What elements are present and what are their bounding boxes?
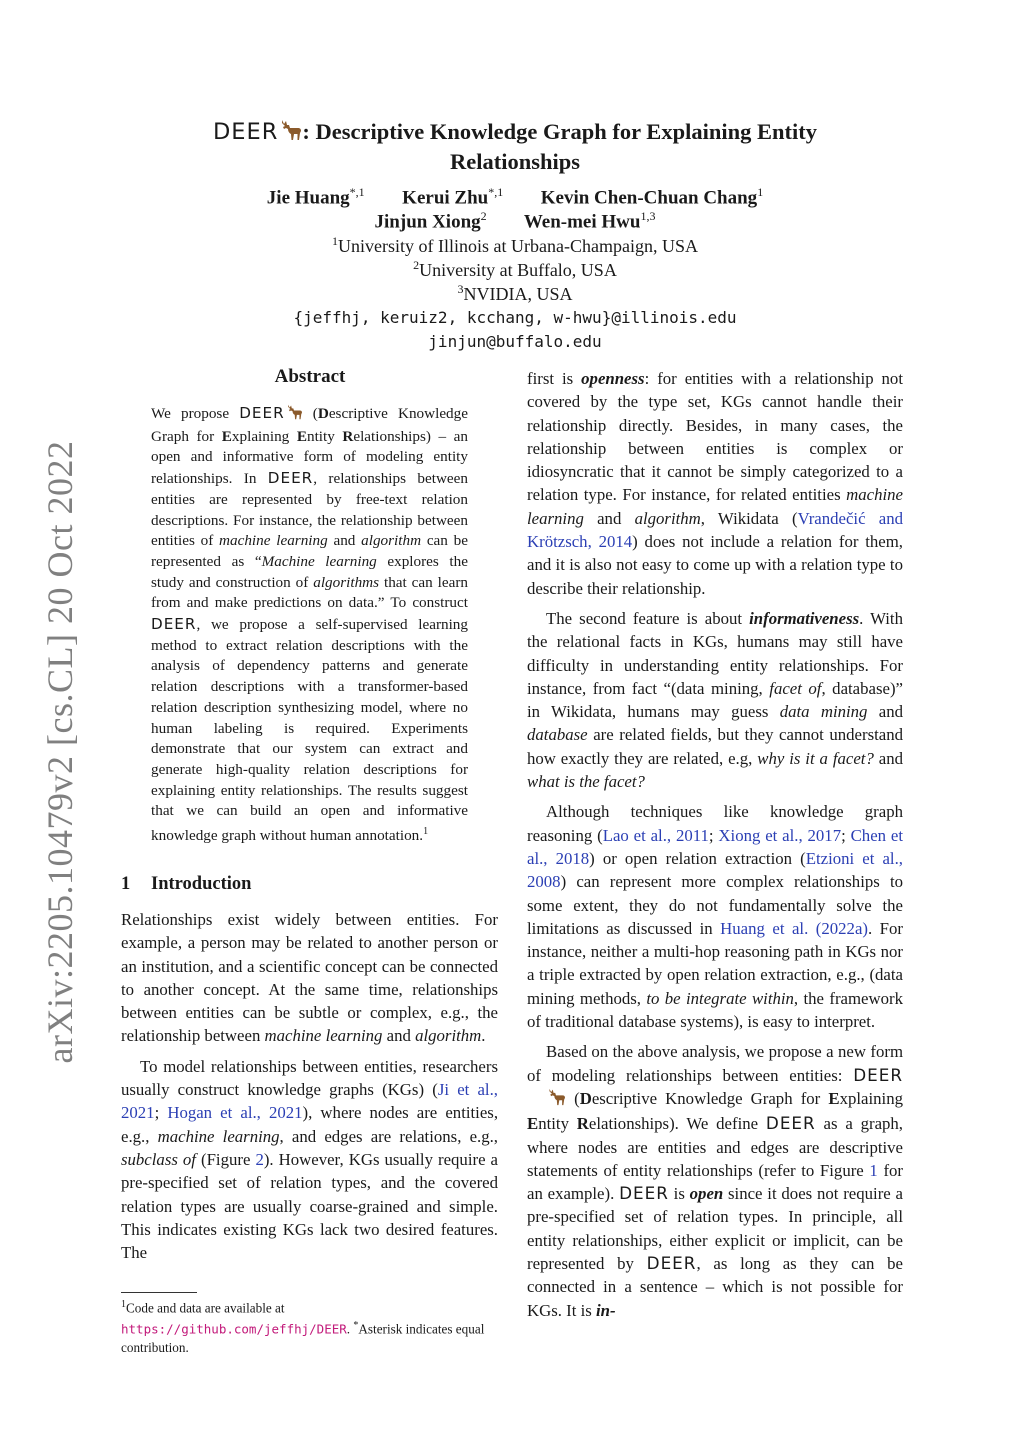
affiliation-text: NVIDIA, USA	[463, 284, 573, 304]
text: as a graph, where nodes are entities and edges are descriptive statements of entity relationships (refer to Figure	[527, 1114, 903, 1180]
author-sup: *,1	[349, 185, 365, 199]
text: , the framework of traditional database systems), is easy to interpret.	[527, 988, 903, 1032]
text: and	[382, 1026, 416, 1046]
deer-name: DEER	[619, 1183, 669, 1204]
text: Although techniques like knowledge graph reasoning (	[527, 802, 903, 845]
text: , and edges are relations, e.g.,	[279, 1126, 498, 1146]
text: We propose	[151, 405, 240, 422]
italic-term: algorithm	[634, 508, 701, 528]
text: can be represented as “	[151, 532, 468, 570]
author-row-1	[150, 185, 880, 209]
author-name: Jie Huang	[266, 187, 350, 209]
italic-term: to be integrate within	[646, 988, 794, 1008]
author-name: Kevin Chen-Chuan Chang	[540, 187, 758, 209]
italic-term: algorithms	[313, 573, 380, 591]
deer-name: DEER	[267, 469, 314, 488]
bold-italic-term: open	[689, 1184, 724, 1204]
deer-icon	[278, 119, 302, 148]
bold-italic-term: openness	[581, 369, 645, 388]
title-line-1: : Descriptive Knowledge Graph for Explaining Entity	[302, 119, 817, 144]
footnote-marker: 1	[423, 826, 429, 838]
italic-term: machine learning	[264, 1026, 383, 1046]
affiliation-1	[150, 234, 880, 257]
bold-italic-term: informativeness	[749, 608, 860, 628]
text: .	[481, 1026, 486, 1046]
text: first is	[527, 369, 582, 388]
deer-name: DEER	[151, 615, 197, 634]
italic-term: machine learning	[157, 1126, 280, 1146]
italic-term: machine learning	[527, 485, 903, 528]
text: : for entities with a relationship not covered by the type set, KGs cannot handle their relationship directly. Besides, in many cases, the relationship between entities is complex or idiosyncratic that it cannot be simply categorized to a relation type. For instance, for related entities	[527, 369, 903, 505]
bold-letter: R	[342, 427, 354, 445]
deer-icon	[527, 1088, 566, 1112]
italic-term: what is the facet?	[527, 772, 645, 792]
author-sup: 2	[480, 209, 487, 223]
text: elationships). We define	[588, 1114, 766, 1134]
intro-right-column	[527, 367, 903, 1329]
text: Code and data are available at	[126, 1300, 285, 1316]
italic-term: algorithm	[415, 1026, 482, 1046]
text: that can learn from and make predictions on data.” To construct	[151, 573, 469, 612]
text: , Wikidata (	[700, 508, 798, 528]
bold-letter: E	[221, 427, 232, 445]
text: and	[873, 748, 903, 768]
italic-term: database	[527, 725, 588, 745]
text: escriptive Knowledge Graph for	[151, 405, 468, 445]
author-sup: *,1	[488, 185, 504, 199]
bold-letter: E	[828, 1088, 840, 1108]
title-line-2: Relationships	[449, 149, 581, 174]
text: xplaining	[839, 1088, 903, 1108]
text: is	[668, 1184, 690, 1204]
bold-letter: E	[296, 427, 307, 445]
bold-letter: R	[576, 1114, 589, 1134]
paragraph	[527, 607, 903, 793]
code-url-link[interactable]: https://github.com/jeffhj/DEER	[121, 1321, 347, 1337]
bold-letter: D	[579, 1088, 592, 1108]
text: ;	[708, 825, 719, 845]
paragraph	[121, 908, 498, 1048]
affiliation-3	[150, 282, 880, 305]
email-line-2: jinjun@buffalo.edu	[428, 332, 602, 351]
deer-name: DEER	[646, 1252, 697, 1273]
text: ntity	[306, 427, 343, 445]
author-row-2	[150, 209, 880, 233]
text: , we propose a self-supervised learning method to extract relation descriptions with the analysis of dependency patterns and generate relation descriptions with a transformer-based relation description synthesizing model, where no human labeling is required. Experiments demonstrate that our system can extract and generate high-quality relation descriptions for explaining entity relationships. The results suggest that we can build an open and informative knowledge graph without human annotation.	[151, 616, 468, 845]
text: since it does not require a pre-specified set of relation types. In principle, all entity relationships, either explicit or implicit, can be represented by	[527, 1184, 903, 1273]
text: ), where nodes are entities, e.g.,	[121, 1103, 499, 1146]
text: explores the study and construction of	[151, 552, 468, 591]
text: xplaining	[231, 427, 297, 445]
bold-italic-term: in-	[596, 1300, 616, 1320]
author-name: Wen-mei Hwu	[523, 211, 641, 233]
deer-name: DEER	[853, 1064, 903, 1085]
email-line-1: {jeffhj, keruiz2, kcchang, w-hwu}@illinois.edu	[293, 308, 737, 327]
text: The second feature is about	[546, 608, 750, 628]
text: Asterisk indicates equal contribution.	[121, 1321, 485, 1355]
text: , database)” in Wikidata, humans may guess	[527, 678, 903, 722]
paper-title	[150, 118, 880, 176]
text: (	[566, 1088, 580, 1108]
bold-letter: D	[317, 405, 329, 422]
text: Based on the above analysis, we propose a new form of modeling relationships between entities:	[527, 1042, 903, 1085]
affiliation-2	[150, 258, 880, 281]
text: ) does not include a relation for them, and it is also not easy to come up with a relation type to describe their relationship.	[527, 532, 904, 598]
text: escriptive Knowledge Graph for	[591, 1088, 829, 1108]
paragraph	[527, 367, 903, 600]
author-sup: 1	[757, 185, 764, 199]
paragraph	[527, 1040, 903, 1322]
text: To model relationships between entities, researchers usually construct knowledge graphs (KGs) (	[121, 1056, 498, 1100]
italic-term: facet of	[769, 678, 822, 698]
text: (	[302, 405, 318, 422]
italic-term: algorithm	[361, 532, 422, 550]
text: are related fields, but they cannot understand how exactly they are related, e.g,	[527, 725, 903, 768]
citation-link[interactable]: Etzioni et al., 2008	[527, 848, 903, 892]
text: and	[327, 532, 362, 550]
section-heading	[121, 874, 251, 895]
footnote-marker: *	[353, 1320, 359, 1332]
arxiv-identifier: arXiv:2205.10479v2 [cs.CL] 20 Oct 2022	[40, 440, 80, 1064]
text: . With the relational facts in KGs, humans may still have difficulty in understanding entity relationships. For instance, from fact “(data mining,	[527, 608, 903, 698]
affiliation-text: University of Illinois at Urbana-Champaign, USA	[338, 236, 698, 256]
paragraph	[527, 800, 903, 1033]
italic-term: why is it a facet?	[757, 748, 874, 768]
abstract-heading: Abstract	[274, 366, 346, 387]
abstract-body	[151, 403, 468, 847]
section-title: Introduction	[151, 874, 252, 894]
affiliation-sup: 3	[457, 282, 464, 296]
paragraph	[121, 1055, 498, 1265]
figure-link[interactable]: 2	[255, 1149, 264, 1169]
affiliation-sup: 2	[413, 258, 420, 272]
italic-term: machine learning	[219, 532, 328, 550]
text: , relationships between entities are represented by free-text relation descriptions. For instance, the relationship between entities of	[151, 470, 468, 550]
text: ) can represent more complex relationships to some extent, they do not fundamentally solve the limitations as discussed in	[527, 872, 903, 938]
affiliation-sup: 1	[332, 234, 339, 248]
footnote-rule	[121, 1292, 197, 1293]
citation-link[interactable]: Lao et al., 2011	[602, 825, 709, 845]
deer-name: DEER	[239, 404, 285, 422]
affiliation-text: University at Buffalo, USA	[419, 260, 617, 280]
section-number: 1	[121, 874, 131, 894]
author-name: Kerui Zhu	[402, 187, 489, 209]
author-name: Jinjun Xiong	[374, 211, 481, 233]
text: . For instance, neither a multi-hop reasoning path in KGs nor a triple extracted by open relation extraction, e.g., (data mining methods,	[527, 918, 903, 1008]
italic-term: Machine learning	[261, 552, 377, 570]
footnote	[121, 1296, 499, 1357]
deer-icon	[285, 404, 303, 427]
text: and	[867, 702, 903, 722]
deer-name: DEER	[212, 119, 279, 145]
deer-name: DEER	[765, 1113, 816, 1134]
italic-term: data mining	[779, 702, 868, 722]
footnote-marker: 1	[121, 1299, 126, 1310]
citation-link[interactable]: Ji et al., 2021	[121, 1080, 498, 1123]
text: (Figure	[195, 1149, 256, 1169]
italic-term: subclass of	[121, 1149, 196, 1169]
citation-link[interactable]: Hogan et al., 2021	[167, 1103, 303, 1123]
text: ). However, KGs usually require a pre-specified set of relation types, and the covered relation types are usually coarse-grained and simple. This indicates existing KGs lack two desired features. The	[121, 1149, 499, 1263]
text: for an example).	[527, 1160, 904, 1204]
text: ;	[841, 825, 851, 845]
text: ) or open relation extraction (	[589, 848, 806, 868]
figure-link[interactable]: 1	[869, 1160, 878, 1180]
bold-letter: E	[527, 1114, 539, 1134]
text: .	[346, 1321, 354, 1337]
text: ;	[154, 1103, 168, 1123]
citation-link[interactable]: Chen et al., 2018	[527, 825, 903, 868]
text: ntity	[538, 1114, 577, 1134]
citation-link[interactable]: Xiong et al., 2017	[718, 825, 842, 845]
text: elationships) – an open and informative form of modeling entity relationships. In	[151, 427, 468, 488]
text: and	[583, 508, 635, 528]
citation-link[interactable]: Huang et al. (2022a)	[720, 918, 868, 938]
citation-link[interactable]: Vrandečić and Krötzsch, 2014	[527, 508, 903, 552]
intro-left-column	[121, 908, 498, 1271]
text: , as long as they can be connected in a sentence – which is not possible for KGs. It is	[527, 1253, 903, 1320]
text: Relationships exist widely between entities. For example, a person may be related to another person or an institution, and a scientific concept can be connected to another concept. At the same time, relationships between entities can be subtle or complex, e.g., the relationship between	[121, 910, 498, 1046]
author-sup: 1,3	[640, 209, 656, 223]
